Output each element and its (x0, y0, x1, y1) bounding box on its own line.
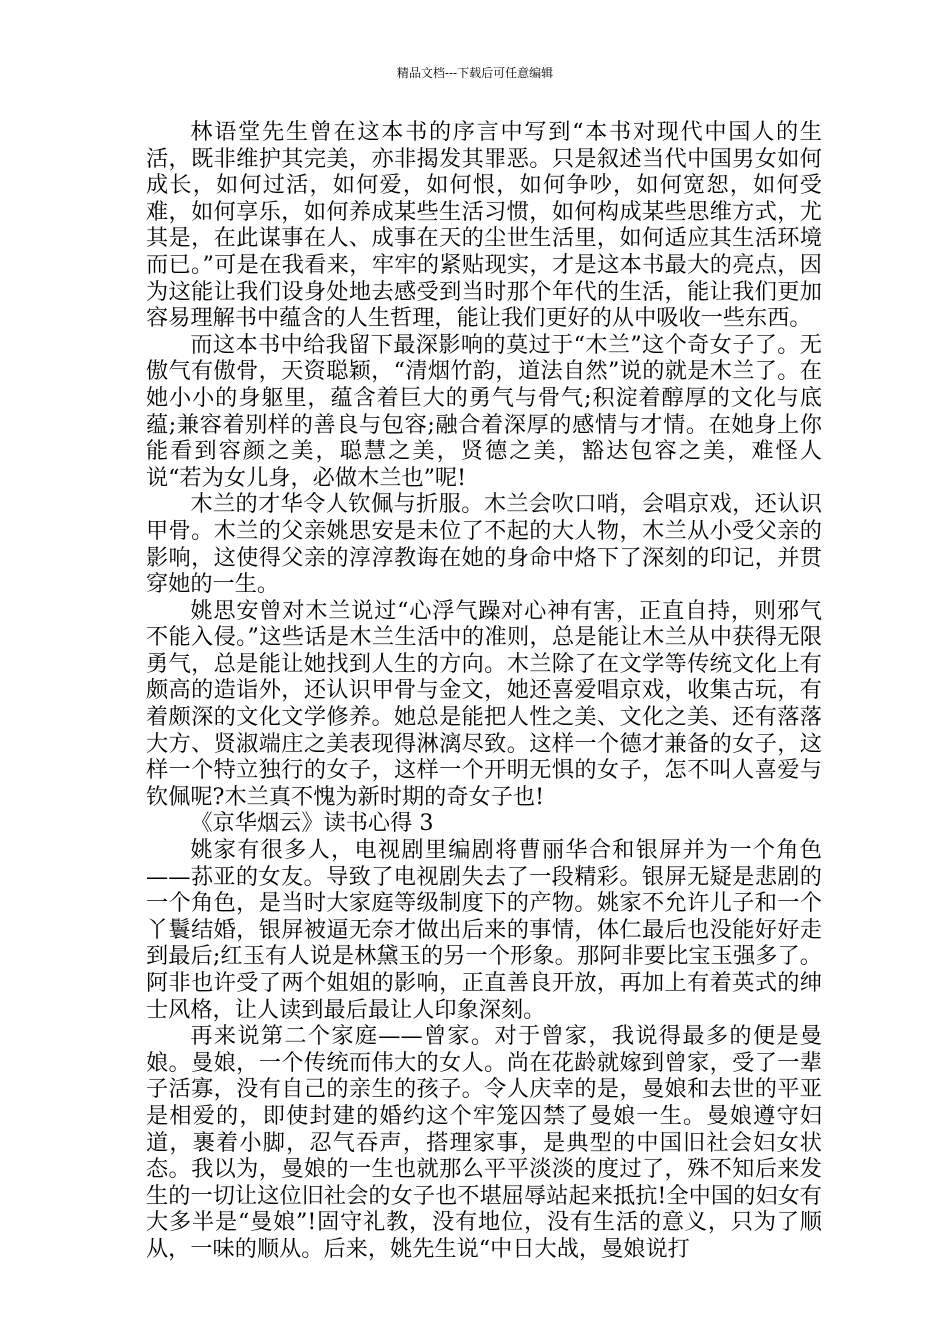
paragraph-father-advice: 姚思安曾对木兰说过“心浮气躁对心神有害，正直自持，则邪气不能入侵。”这些话是木兰生活中的准则，总是能让木兰从中获得无限勇气，总是能让她找到人生的方向。木兰除了在文学等传统文化上有颇高的造诣外，还认识甲骨与金文，她还喜爱唱京戏，收集古玩，有着颇深的文化文学修养。她总是能把人性之美、文化之美、还有落落大方、贤淑端庄之美表现得淋漓尽致。这样一个德才兼备的女子，这样一个特立独行的女子，这样一个开明无惧的女子，怎不叫人喜爱与钦佩呢?木兰真不愧为新时期的奇女子也! (146, 597, 822, 810)
page-header: 精品文档---下载后可任意编辑 (396, 66, 554, 80)
paragraph-yao-family: 姚家有很多人，电视剧里编剧将曹丽华合和银屏并为一个角色——荪亚的女友。导致了电视剧失去了一段精彩。银屏无疑是悲剧的一个角色，是当时大家庭等级制度下的产物。姚家不允许儿子和一个丫鬟结婚，银屏被逼无奈才做出后来的事情，体仁最后也没能好好走到最后;红玉有人说是林黛玉的另一个形象。那阿非要比宝玉强多了。阿非也许受了两个姐姐的影响，正直善良开放，再加上有着英式的绅士风格，让人读到最后最让人印象深刻。 (146, 837, 822, 1023)
paragraph-mulan-intro: 而这本书中给我留下最深影响的莫过于“木兰”这个奇女子了。无傲气有傲骨，天资聪颖，“清烟竹韵，道法自然”说的就是木兰了。在她小小的身躯里，蕴含着巨大的勇气与骨气;积淀着醇厚的文化与底蕴;兼容着别样的善良与包容;融合着深厚的感情与才情。在她身上你能看到容颜之美，聪慧之美，贤德之美，豁达包容之美，难怪人说“若为女儿身，必做木兰也”呢! (146, 331, 822, 491)
section-heading: 《京华烟云》读书心得 3 (190, 810, 434, 837)
document-body (146, 119, 822, 1263)
paragraph-preface-quote: 林语堂先生曾在这本书的序言中写到“本书对现代中国人的生活，既非维护其完美，亦非揭发其罪恶。只是叙述当代中国男女如何成长，如何过活，如何爱，如何恨，如何争吵，如何宽恕，如何受难，如何享乐，如何养成某些生活习惯，如何构成某些思维方式，尤其是，在此谋事在人、成事在天的尘世生活里，如何适应其生活环境而已。”可是在我看来，牢牢的紧贴现实，才是这本书最大的亮点，因为这能让我们设身处地去感受到当时那个年代的生活，能让我们更加容易理解书中蕴含的人生哲理，能让我们更好的从中吸收一些东西。 (146, 119, 822, 332)
paragraph-mulan-talent: 木兰的才华令人钦佩与折服。木兰会吹口哨，会唱京戏，还认识甲骨。木兰的父亲姚思安是未位了不起的大人物，木兰从小受父亲的影响，这使得父亲的淳淳教诲在她的身命中烙下了深刻的印记，并贯穿她的一生。 (146, 491, 822, 598)
paragraph-zeng-family: 再来说第二个家庭——曾家。对于曾家，我说得最多的便是曼娘。曼娘，一个传统而伟大的女人。尚在花龄就嫁到曾家，受了一辈子活寡，没有自己的亲生的孩子。令人庆幸的是，曼娘和去世的平亚是相爱的，即使封建的婚约这个牢笼囚禁了曼娘一生。曼娘遵守妇道，裹着小脚，忍气吞声，搭理家事，是典型的中国旧社会妇女状态。我以为，曼娘的一生也就那么平平淡淡的度过了，殊不知后来发生的一切让这位旧社会的女子也不堪屈辱站起来抵抗!全中国的妇女有大多半是“曼娘”!固守礼教，没有地位，没有生活的意义，只为了顺从，一味的顺从。后来，姚先生说“中日大战，曼娘说打 (146, 1023, 822, 1262)
